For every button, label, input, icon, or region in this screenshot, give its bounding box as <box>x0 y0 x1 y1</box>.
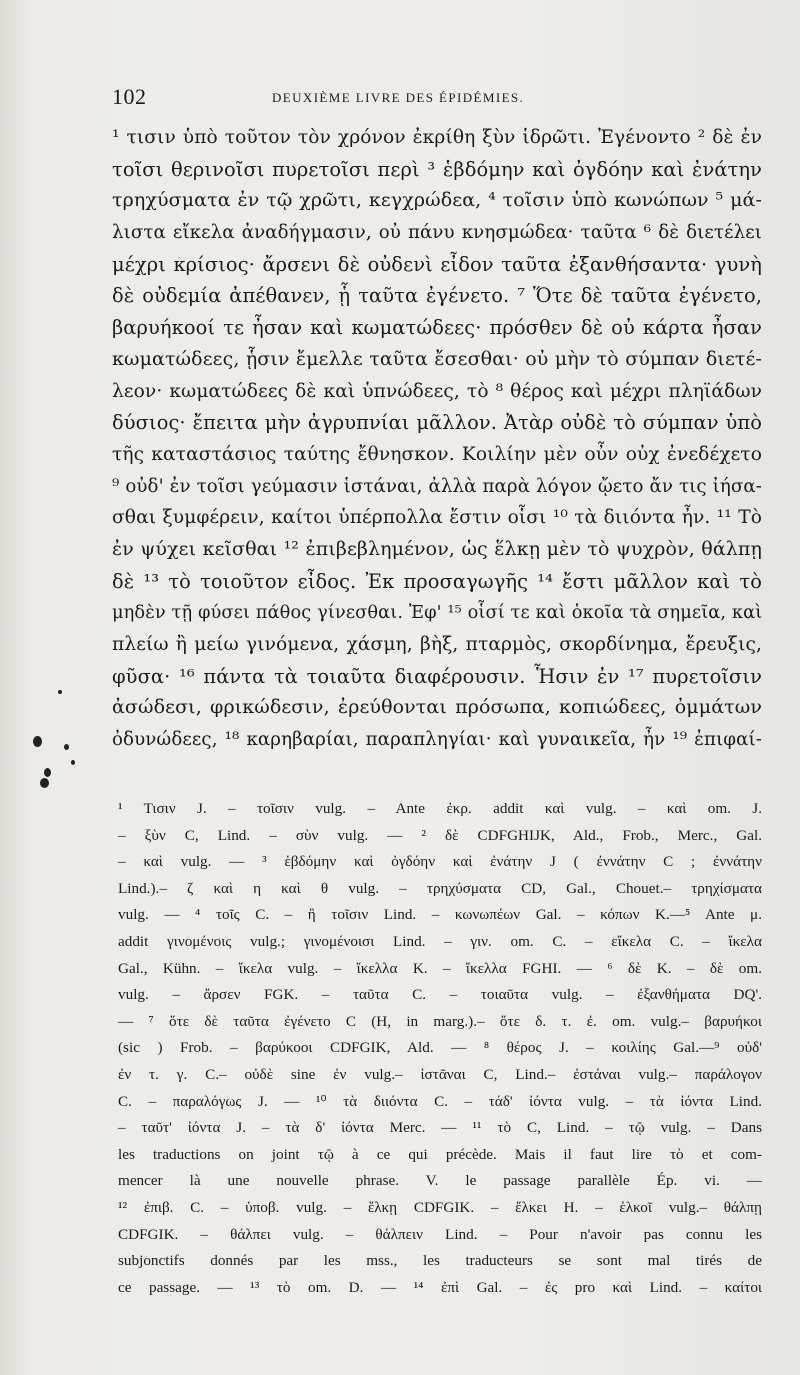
text-line: ¹ τισιν ὑπὸ τοῦτον τὸν χρόνον ἐκρίθη ξὺν ἱδρῶτι. Ἐγένοντο ² δὲ ἐν <box>112 127 762 148</box>
text-line: ἀσώδεσι, φρικώδεσιν, ἐρεύθονται πρόσωπα, κοπιώδεες, ὀμμάτων <box>112 696 762 719</box>
ink-speck <box>64 744 69 750</box>
running-head: DEUXIÈME LIVRE DES ÉPIDÉMIES. <box>272 90 525 105</box>
footnote-line: CDFGIK. – θάλπει vulg. – θάλπειν Lind. – Pour n'avoir pas connu les <box>118 1225 762 1243</box>
footnote-line: ¹² ἐπιβ. C. – ὑποβ. vulg. – ἕλκῃ CDFGIK. – ἕλκει H. – ἑλκοῖ vulg.– θάλπῃ <box>118 1198 762 1216</box>
footnote-line: – καὶ vulg. — ³ ἑβδόμην καὶ ὀγδόην καὶ ἐνάτην J ( ἐννάτην C ; ἐννάτην <box>118 853 762 871</box>
text-line: δὲ οὐδεμία ἀπέθανεν, ᾗ ταῦτα ἐγένετο. ⁷ Ὅτε δὲ ταῦτα ἐγένετο, <box>112 284 762 308</box>
ink-speck <box>58 690 62 694</box>
footnote-line: vulg. — ⁴ τοῖς C. – ἢ τοῖσιν Lind. – κωνωπέων Gal. – κόπων K.—⁵ Ante μ. <box>118 906 762 924</box>
text-line: κωματώδεες, ᾗσιν ἔμελλε ταῦτα ἔσεσθαι· οὐ μὴν τὸ σύμπαν διετέ- <box>112 347 762 370</box>
text-line: σθαι ξυμφέρειν, καίτοι ὑπέρπολλα ἔστιν οἷσι ¹⁰ τὰ διιόντα ἦν. ¹¹ Τὸ <box>112 507 762 529</box>
ink-speck <box>44 768 51 777</box>
text-line: μηδὲν τῇ φύσει πάθος γίνεσθαι. Ἐφ' ¹⁵ οἷσί τε καὶ ὁκοῖα τὰ σημεῖα, καὶ <box>112 602 763 624</box>
footnote-line: ¹ Τισιν J. – τοῖσιν vulg. – Ante ἐκρ. addit καὶ vulg. – καὶ om. J. <box>118 800 762 817</box>
footnote-line: les traductions on joint τῷ à ce qui précède. Mais il faut lire τὸ et com- <box>118 1145 762 1163</box>
text-line: ὀδυνώδεες, ¹⁸ καρηβαρίαι, παραπληγίαι· καὶ γυναικεῖα, ἦν ¹⁹ ἐπιφαί- <box>112 729 762 751</box>
footnote-line: – ταῦτ' ἰόντα J. – τὰ δ' ἰόντα Merc. — ¹¹ τὸ C, Lind. – τῷ vulg. – Dans <box>118 1119 762 1137</box>
ink-speck <box>71 760 75 765</box>
footnote-line: addit γινομένοις vulg.; γινομένοισι Lind. – γιν. om. C. – εἴκελα C. – ἴκελα <box>118 932 762 950</box>
text-line: τρηχύσματα ἐν τῷ χρῶτι, κεγχρώδεα, ⁴ τοῖσιν ὑπὸ κωνώπων ⁵ μά- <box>112 189 762 212</box>
footnote-line: ἐν τ. γ. C.– οὐδὲ sine ἐν vulg.– ἱστᾶναι C, Lind.– ἐστάναι vulg.– παράλογον <box>118 1065 762 1083</box>
text-line: πλείω ἢ μείω γινόμενα, χάσμη, βὴξ, πταρμὸς, σκορδίνημα, ἔρευξις, <box>112 634 762 655</box>
text-line: δύσιος· ἔπειτα μὴν ἀγρυπνίαι μᾶλλον. Ἀτὰρ οὐδὲ τὸ σύμπαν ὑπὸ <box>112 411 762 435</box>
ink-speck <box>40 778 49 788</box>
text-line: φῦσα· ¹⁶ πάντα τὰ τοιαῦτα διαφέρουσιν. Ἧσιν ἐν ¹⁷ πυρετοῖσιν <box>112 664 762 688</box>
footnote-line: — ⁷ ὅτε δὲ ταῦτα ἐγένετο C (H, in marg.).– ὅτε δ. τ. ἐ. om. vulg.– βαρυήκοι <box>118 1012 762 1030</box>
main-text <box>112 122 762 756</box>
footnote-line: mencer là une nouvelle phrase. V. le passage parallèle Ép. vi. — <box>118 1172 762 1190</box>
footnotes <box>118 796 762 1301</box>
ink-speck <box>33 736 42 747</box>
text-line: ἐν ψύχει κεῖσθαι ¹² ἐπιβεβλημένον, ὡς ἕλκῃ μὲν τὸ ψυχρὸν, θάλπῃ <box>112 537 762 560</box>
text-line: βαρυήκοοί τε ἦσαν καὶ κωματώδεες· πρόσθεν δὲ οὐ κάρτα ἦσαν <box>112 316 762 340</box>
footnote-line: ce passage. — ¹³ τὸ om. D. — ¹⁴ ἐπὶ Gal. – ἐς pro καὶ Lind. – καίτοι <box>118 1278 762 1296</box>
footnote-line: – ξὺν C, Lind. – σὺν vulg. — ² δὲ CDFGHIJK, Ald., Frob., Merc., Gal. <box>118 826 762 844</box>
footnote-line: Lind.).– ζ καὶ η καὶ θ vulg. – τρηχύσματα CD, Gal., Chouet.– τρηχίσματα <box>118 879 762 897</box>
page-number: 102 <box>112 84 147 109</box>
footnote-line: Gal., Kühn. – ἴκελα vulg. – ἴκελλα K. – ἴκελλα FGHI. — ⁶ δὲ K. – δὲ om. <box>118 959 762 977</box>
footnote-line: vulg. – ἄρσεν FGK. – ταῦτα C. – τοιαῦτα vulg. – ἐξανθήματα DQ'. <box>118 986 762 1004</box>
footnote-line: C. – παραλόγως J. — ¹⁰ τὰ διιόντα C. – τάδ' ἰόντα vulg. – τὰ ἰόντα Lind. <box>118 1092 762 1110</box>
text-line: ⁹ οὐδ' ἐν τοῖσι γεύμασιν ἱστάναι, ἀλλὰ παρὰ λόγον ᾤετο ἄν τις ἰήσα- <box>112 475 762 497</box>
text-line: δὲ ¹³ τὸ τοιοῦτον εἶδος. Ἐκ προσαγωγῆς ¹⁴ ἔστι μᾶλλον καὶ τὸ <box>112 569 762 593</box>
footnote-line: subjonctifs donnés par les mss., les traducteurs se sont mal tirés de <box>118 1252 762 1270</box>
text-line: λεον· κωματώδεες δὲ καὶ ὑπνώδεες, τὸ ⁸ θέρος καὶ μέχρι πληϊάδων <box>112 380 762 402</box>
text-line: τοῖσι θερινοῖσι πυρετοῖσι περὶ ³ ἑβδόμην καὶ ὀγδόην καὶ ἐνάτην <box>112 157 762 181</box>
text-line: λιστα εἴκελα ἀναδήγμασιν, οὐ πάνυ κνησμώδεα· ταῦτα ⁶ δὲ διετέλει <box>112 222 762 244</box>
page-header <box>112 84 760 114</box>
text-line: μέχρι κρίσιος· ἄρσενι δὲ οὐδενὶ εἶδον ταῦτα ἐξανθήσαντα· γυνὴ <box>112 252 762 276</box>
footnote-line: (sic ) Frob. – βαρύκοοι CDFGIK, Ald. — ⁸ θέρος J. – κοιλίης Gal.—⁹ οὐδ' <box>118 1039 762 1057</box>
text-line: τῆς καταστάσιος ταύτης ἔθνησκον. Κοιλίην μὲν οὖν οὐχ ἐνεδέχετο <box>112 443 762 465</box>
